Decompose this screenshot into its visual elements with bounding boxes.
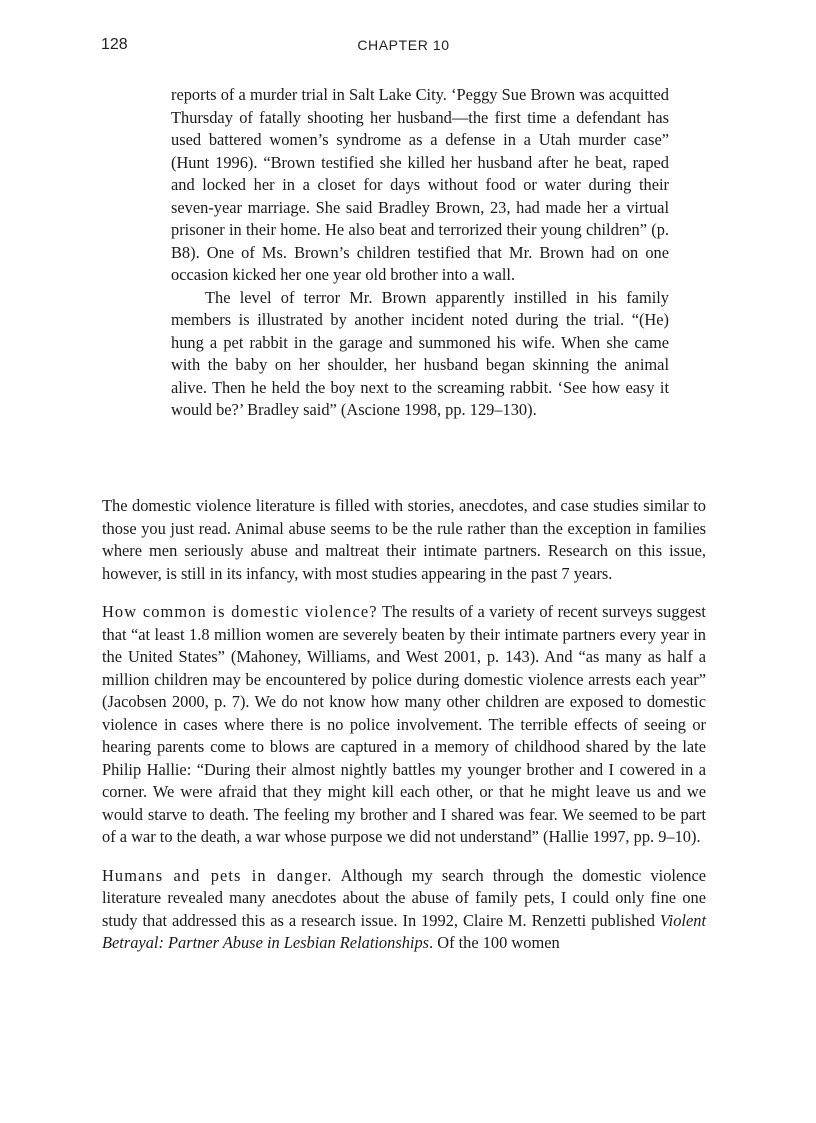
running-head — [101, 36, 706, 56]
paragraph-how-common — [102, 601, 706, 849]
paragraph-how-common-body: The results of a variety of recent surveys suggest that “at least 1.8 million women are severely beaten by their intimate partners every year in the United States” (Mahoney, Williams, and West 2001, p. 143). And “as many as half a million children may be encountered by police during domestic violence arrests each year” (Jacobsen 2000, p. 7). We do not know how many other children are exposed to domestic violence in cases where there is no police involvement. The terrible effects of seeing or hearing parents come to blows are captured in a memory of childhood shared by the late Philip Hallie: “During their almost nightly battles my younger brother and I cowered in a corner. We were afraid that they might kill each other, or that he might leave us and we would starve to death. The feeling my brother and I shared was fear. We seemed to be part of a war to the death, a war whose purpose we did not understand” (Hallie 1997, pp. 9–10). — [102, 602, 706, 846]
chapter-label: CHAPTER 10 — [357, 37, 450, 53]
run-in-heading-how-common: How common is domestic violence? — [102, 602, 378, 621]
paragraph-humans-and-pets-tail: . Of the 100 women — [429, 933, 560, 952]
paragraph-humans-and-pets — [102, 865, 706, 955]
book-title: Violent Betrayal: Partner Abuse in Lesbian Relationships — [102, 910, 706, 952]
block-quote — [171, 84, 669, 422]
quote-paragraph-1: reports of a murder trial in Salt Lake City. ‘Peggy Sue Brown was acquitted Thursday of fatally shooting her husband—the first time a defendant has used battered women’s syndrome as a defense in a Utah murder case” (Hunt 1996). “Brown testified she killed her husband after he beat, raped and locked her in a closet for days without food or water during their seven-year marriage. She said Bradley Brown, 23, had made her a virtual prisoner in their home. He also beat and terrorized their young children” (p. B8). One of Ms. Brown’s children testified that Mr. Brown had on one occasion kicked her one year old brother into a wall. — [171, 85, 669, 284]
paragraph-literature: The domestic violence literature is filled with stories, anecdotes, and case studies similar to those you just read. Animal abuse seems to be the rule rather than the exception in families where men seriously abuse and maltreat their intimate partners. Research on this issue, however, is still in its infancy, with most studies appearing in the past 7 years. — [102, 496, 706, 583]
run-in-heading-humans-and-pets: Humans and pets in danger. — [102, 865, 333, 885]
page-number: 128 — [101, 36, 128, 53]
main-text — [102, 495, 706, 971]
quote-paragraph-2: The level of terror Mr. Brown apparently instilled in his family members is illustrated by another incident noted during the trial. “(He) hung a pet rabbit in the garage and summoned his wife. When she came with the baby on her shoulder, her husband began skinning the animal alive. Then he held the boy next to the screaming rabbit. ‘See how easy it would be?’ Bradley said” (Ascione 1998, pp. 129–130). — [171, 287, 669, 419]
paragraph-humans-and-pets-body: Although my search through the domestic violence literature revealed many anecdotes about the abuse of family pets, I could only fine one study that addressed this as a research issue. In 1992, Claire M. Renzetti published — [102, 865, 706, 930]
